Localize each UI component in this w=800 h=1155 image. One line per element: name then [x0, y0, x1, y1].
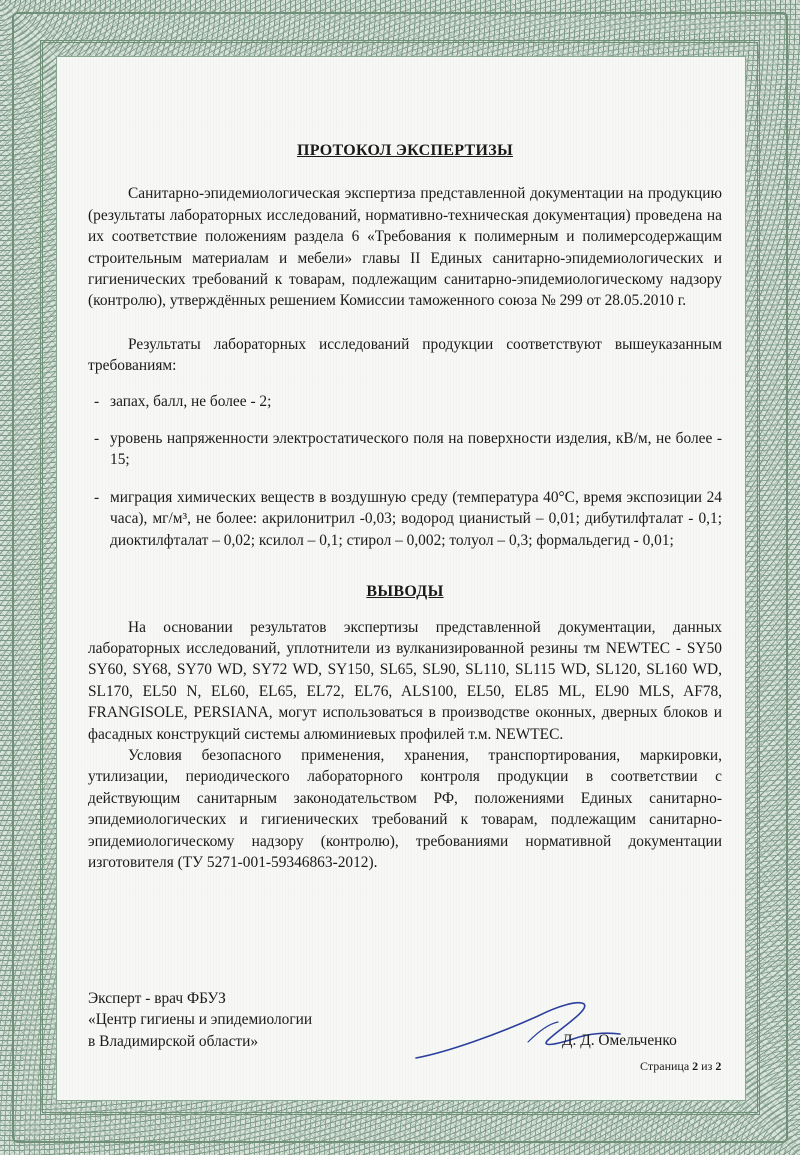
- page-label: Страница: [640, 1059, 690, 1073]
- page-total: 2: [715, 1059, 722, 1073]
- expert-title: Эксперт - врач ФБУЗ: [88, 990, 226, 1007]
- requirement-text: запах, балл, не более - 2;: [110, 392, 272, 410]
- page-of: из: [701, 1059, 713, 1073]
- conclusions-title: ВЫВОДЫ: [366, 583, 444, 601]
- results-intro: Результаты лабораторных исследований продукции соответствуют вышеуказанным требованиям:: [88, 335, 722, 375]
- requirement-text: уровень напряженности электростатического поля на поверхности изделия, кВ/м, не более - 15;: [110, 430, 722, 469]
- expert-region: в Владимирской области»: [88, 1032, 259, 1050]
- requirement-item: - запах, балл, не более - 2;: [94, 392, 272, 410]
- expert-organization: «Центр гигиены и эпидемиологии: [88, 1011, 313, 1029]
- requirement-item: - миграция химических веществ в воздушную среду (температура 40°С, время экспозиции 24 часа), мг/м³, не более: акрилонитрил -0,03; водород цианистый – 0,01; дибутилфталат - 0,1; диоктилфталат – 0,02; ксилол – 0,1; стирол – 0,002; толуол – 0,3; формальдегид - 0,01;: [94, 488, 722, 549]
- expert-name: Д. Д. Омельченко: [562, 1032, 677, 1049]
- requirement-text: миграция химических веществ в воздушную среду (температура 40°С, время экспозиции 24 часа), мг/м³, не более: акрилонитрил -0,03; водород цианистый – 0,01; дибутилфталат - 0,1; диоктилфталат – 0,02; ксилол – 0,1; стирол – 0,002; толуол – 0,3; формальдегид - 0,01;: [110, 488, 722, 549]
- page-current: 2: [692, 1059, 699, 1073]
- page-number: [640, 1059, 721, 1074]
- handwritten-signature: [408, 994, 628, 1064]
- expert-credentials: [88, 988, 312, 1052]
- intro-paragraph: Санитарно-эпидемиологическая экспертиза представленной документации на продукцию (результаты лабораторных исследований, нормативно-техническая документация) проведена на их соответствие положениям раздела 6 «Требования к полимерным и полимерсодержащим строительным материалам и мебели» главы II Единых санитарно-эпидемиологических и гигиенических требований к товарам, подлежащим санитарно-эпидемиологическому надзору (контролю), утверждённых решением Комиссии таможенного союза № 299 от 28.05.2010 г.: [88, 185, 722, 310]
- conclusion-paragraph-1: На основании результатов экспертизы представленной документации, данных лабораторных исследований, уплотнители из вулканизированной резины тм NEWTEC - SY50 SY60, SY68, SY70 WD, SY72 WD, SY150, SL65, SL90, SL110, SL115 WD, SL120, SL160 WD, SL170, EL50 N, EL60, EL65, EL72, EL76, ALS100, EL50, EL85 ML, EL90 MLS, AF78, FRANGISOLE, PERSIANA, могут использоваться в производстве оконных, дверных блоков и фасадных конструкций системы алюминиевых профилей т.м. NEWTEC.: [88, 618, 722, 743]
- conclusion-paragraph-2: Условия безопасного применения, хранения, транспортирования, маркировки, утилизации, периодического лабораторного контроля продукции в соответствии с действующим санитарным законодательством РФ, положениями Единых санитарно-эпидемиологических и гигиенических требований к товарам, подлежащим санитарно-эпидемиологическому надзору (контролю), требованиями нормативной документации изготовителя (ТУ 5271-001-59346863-2012).: [88, 746, 722, 871]
- document-title: ПРОТОКОЛ ЭКСПЕРТИЗЫ: [297, 142, 513, 159]
- signature-block: [88, 988, 722, 1068]
- requirement-item: - уровень напряженности электростатического поля на поверхности изделия, кВ/м, не более - 15;: [94, 430, 722, 469]
- document-body: [88, 140, 722, 873]
